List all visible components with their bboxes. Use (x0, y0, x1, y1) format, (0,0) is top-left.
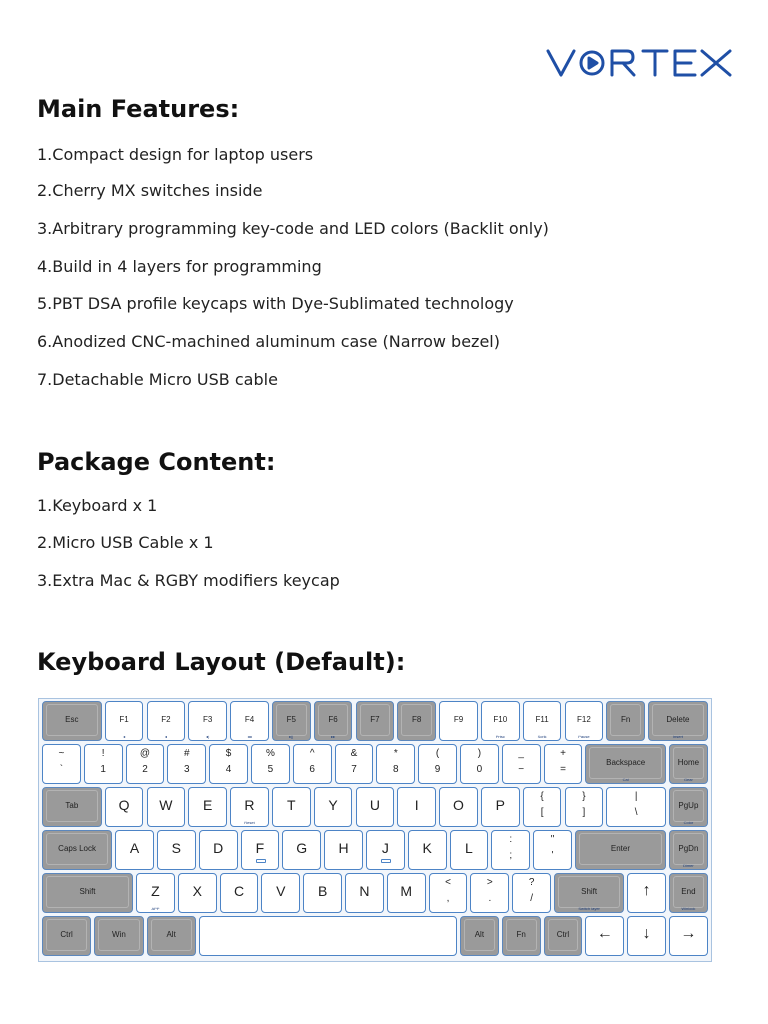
key-y (314, 787, 353, 827)
key-label: Alt (166, 929, 176, 939)
key-shift-symbol: ? (528, 877, 535, 888)
key-label: Shift (79, 886, 96, 896)
key-label: E (203, 797, 213, 813)
key-/ (512, 873, 551, 913)
key-delete (648, 701, 708, 741)
layout-heading: Keyboard Layout (Default): (37, 648, 406, 676)
key-label: H (338, 840, 349, 856)
key-label: Esc (65, 714, 79, 724)
key-label (200, 917, 456, 951)
key-z (136, 873, 175, 913)
homing-bump (256, 859, 266, 863)
key-label: T (287, 797, 296, 813)
key-base-symbol: ' (551, 850, 554, 861)
key-label: PgDn (678, 843, 699, 853)
key-label: V (276, 883, 286, 899)
key-label: Shift (581, 886, 598, 896)
key-m (387, 873, 426, 913)
key-f3 (188, 701, 227, 741)
key-p (481, 787, 520, 827)
key-label: Fn (516, 929, 526, 939)
key-label: Y (328, 797, 338, 813)
key-← (585, 916, 624, 956)
key-fn-legend: Scrlk (537, 734, 547, 739)
package-item-2: 2.Micro USB Cable x 1 (37, 533, 214, 552)
key-label: Fn (621, 714, 631, 724)
key-f11 (523, 701, 562, 741)
key-enter (575, 830, 666, 870)
key-base-symbol: 6 (309, 764, 315, 775)
key-a (115, 830, 154, 870)
key-end (669, 873, 708, 913)
key-label: Delete (666, 714, 690, 724)
key-shift-symbol: * (393, 748, 398, 759)
key-= (544, 744, 583, 784)
key-shift-symbol: ( (435, 748, 440, 759)
package-item-3: 3.Extra Mac & RGBY modifiers keycap (37, 571, 340, 590)
key-fn (502, 916, 541, 956)
key-base-symbol: / (530, 893, 534, 904)
key-shift-symbol: : (509, 834, 513, 845)
key-label: Ctrl (556, 929, 570, 939)
key-f6 (314, 701, 353, 741)
key-label: F8 (412, 714, 422, 724)
key-6 (293, 744, 332, 784)
key-o (439, 787, 478, 827)
key-home (669, 744, 708, 784)
key-label: K (422, 840, 432, 856)
key-label: S (171, 840, 181, 856)
key-4 (209, 744, 248, 784)
key-f4 (230, 701, 269, 741)
key-fn-legend: Insert (672, 734, 683, 739)
key-space (199, 916, 457, 956)
key-label: L (465, 840, 473, 856)
key-7 (335, 744, 374, 784)
key-1 (84, 744, 123, 784)
homing-bump (381, 859, 391, 863)
key-label: ↓ (642, 925, 651, 942)
key-label: D (213, 840, 224, 856)
key-e (188, 787, 227, 827)
key-label: N (359, 883, 370, 899)
key-base-symbol: 4 (225, 764, 232, 775)
key-, (429, 873, 468, 913)
key-x (178, 873, 217, 913)
key-shift-symbol: % (265, 748, 275, 759)
key-n (345, 873, 384, 913)
key-fn-legend: Prtsc (495, 734, 505, 739)
key-label: F12 (577, 714, 591, 724)
feature-item-3: 3.Arbitrary programming key-code and LED colors (Backlit only) (37, 219, 549, 238)
feature-item-5: 5.PBT DSA profile keycaps with Dye-Sublimated technology (37, 294, 514, 313)
key-shift-symbol: + (560, 748, 566, 759)
key-t (272, 787, 311, 827)
key-fn-legend: Dimer (683, 863, 694, 868)
key-8 (376, 744, 415, 784)
key-base-symbol: , (446, 893, 450, 904)
key-label: → (680, 925, 697, 942)
key-label: F6 (328, 714, 338, 724)
key-label: ← (596, 925, 613, 942)
key-q (105, 787, 144, 827)
key-label: Enter (610, 843, 631, 853)
key-base-symbol: [ (540, 807, 544, 818)
key-label: Tab (65, 800, 79, 810)
key-esc (42, 701, 102, 741)
key-label: F (255, 840, 265, 856)
feature-item-6: 6.Anodized CNC-machined aluminum case (Narrow bezel) (37, 332, 500, 351)
key-shift-symbol: # (184, 748, 190, 759)
key-base-symbol: 7 (351, 764, 357, 775)
key-shift-symbol: ) (477, 748, 482, 759)
key-base-symbol: 3 (184, 764, 190, 775)
key-label: F3 (203, 714, 213, 724)
key-fn-legend: ▸▸ (331, 734, 336, 739)
key-shift-symbol: @ (139, 748, 151, 759)
key-label: ↑ (642, 882, 651, 899)
key-f1 (105, 701, 144, 741)
key-label: Ctrl (60, 929, 73, 939)
key-shift-symbol: < (445, 877, 451, 888)
key-\ (606, 787, 666, 827)
key-' (533, 830, 572, 870)
key-shift-symbol: " (550, 834, 555, 845)
key-ctrl (544, 916, 583, 956)
key-↓ (627, 916, 666, 956)
key-f (241, 830, 280, 870)
key-label: F1 (119, 714, 129, 724)
key-fn-legend: Reset (244, 820, 255, 825)
key-fn-legend: Cal (622, 777, 629, 782)
key-fn-legend: ◂◂ (247, 734, 252, 739)
key-r (230, 787, 269, 827)
key-caps-lock (42, 830, 112, 870)
key-↑ (627, 873, 666, 913)
key-u (356, 787, 395, 827)
key-shift-symbol: | (634, 791, 638, 802)
key-shift-symbol: ~ (58, 748, 65, 759)
key-l (450, 830, 489, 870)
key-d (199, 830, 238, 870)
key-f9 (439, 701, 478, 741)
key-alt (460, 916, 499, 956)
key-s (157, 830, 196, 870)
key-backspace (585, 744, 666, 784)
key-fn-legend: Pause (578, 734, 590, 739)
key-label: B (317, 883, 328, 899)
key-pgdn (669, 830, 708, 870)
key-f10 (481, 701, 520, 741)
key-shift-symbol: ^ (309, 748, 315, 759)
key-fn-legend: ▸|| (289, 734, 294, 739)
key-label: G (296, 840, 308, 856)
key-label: J (381, 840, 389, 856)
key-base-symbol: 1 (100, 764, 106, 775)
key-tab (42, 787, 102, 827)
key-pgup (669, 787, 708, 827)
key-shift-symbol: } (582, 791, 586, 802)
key-win (94, 916, 143, 956)
key-label: Backspace (606, 757, 646, 767)
key-g (282, 830, 321, 870)
feature-item-4: 4.Build in 4 layers for programming (37, 257, 322, 276)
key-fn (606, 701, 645, 741)
key-label: Win (111, 929, 126, 939)
key-fn-legend: Winlock (681, 906, 696, 911)
key-label: I (414, 797, 419, 813)
key-label: Z (151, 883, 160, 899)
key-fn-legend: ◂ (164, 734, 167, 739)
key-fn-legend: ◂ (123, 734, 126, 739)
key-ctrl (42, 916, 91, 956)
key-shift (554, 873, 624, 913)
key-label: P (495, 797, 505, 813)
key-label: F5 (286, 714, 296, 724)
key-label: M (400, 883, 413, 899)
key-fn-legend: ◂) (206, 734, 210, 739)
key-base-symbol: 5 (267, 764, 274, 775)
key-label: O (453, 797, 464, 813)
key-w (147, 787, 186, 827)
key-shift-symbol: { (540, 791, 544, 802)
key-base-symbol: ] (582, 807, 586, 818)
key-base-symbol: 2 (142, 764, 148, 775)
key-; (491, 830, 530, 870)
key-shift-symbol: & (350, 748, 358, 759)
key-label: F4 (244, 714, 255, 724)
key-j (366, 830, 405, 870)
package-item-1: 1.Keyboard x 1 (37, 496, 158, 515)
key-label: End (681, 886, 696, 896)
key-shift (42, 873, 133, 913)
key-label: F7 (370, 714, 380, 724)
key-fn-legend: Gear (683, 777, 693, 782)
keyboard-layout-diagram (38, 698, 712, 962)
key-. (470, 873, 509, 913)
key-shift-symbol: $ (225, 748, 232, 759)
key-fn-legend: Switch layer (578, 906, 600, 911)
key-base-symbol: 8 (393, 764, 399, 775)
key-i (397, 787, 436, 827)
key-9 (418, 744, 457, 784)
key-label: X (192, 883, 202, 899)
key-→ (669, 916, 708, 956)
feature-item-7: 7.Detachable Micro USB cable (37, 370, 278, 389)
key-alt (147, 916, 196, 956)
vortex-logo (545, 46, 733, 80)
key-base-symbol: = (560, 764, 566, 775)
key-label: R (244, 797, 255, 813)
key-f7 (356, 701, 395, 741)
feature-item-2: 2.Cherry MX switches inside (37, 181, 263, 200)
key-label: PgUp (678, 800, 699, 810)
key-− (502, 744, 541, 784)
key-2 (126, 744, 165, 784)
key-shift-symbol: ! (101, 748, 105, 759)
key-base-symbol: 9 (434, 764, 441, 775)
key-0 (460, 744, 499, 784)
key-h (324, 830, 363, 870)
features-heading: Main Features: (37, 95, 240, 123)
key-] (565, 787, 604, 827)
key-5 (251, 744, 290, 784)
key-3 (167, 744, 206, 784)
key-label: F2 (161, 714, 171, 724)
key-label: F10 (493, 714, 508, 724)
key-base-symbol: − (518, 764, 525, 775)
key-b (303, 873, 342, 913)
key-v (261, 873, 300, 913)
key-[ (523, 787, 562, 827)
key-c (220, 873, 259, 913)
key-shift-symbol: _ (518, 748, 524, 759)
key-` (42, 744, 81, 784)
key-f5 (272, 701, 311, 741)
key-base-symbol: . (488, 893, 492, 904)
key-base-symbol: ` (59, 764, 64, 775)
key-label: W (159, 797, 173, 813)
key-label: Caps Lock (58, 843, 96, 853)
key-f8 (397, 701, 436, 741)
key-label: F11 (535, 714, 549, 724)
key-shift-symbol: > (486, 877, 493, 888)
key-fn-legend: APP (151, 906, 160, 911)
key-f12 (565, 701, 604, 741)
key-label: Q (118, 797, 130, 813)
key-f2 (147, 701, 186, 741)
key-k (408, 830, 447, 870)
key-label: A (129, 840, 140, 856)
key-label: Alt (474, 929, 485, 939)
key-base-symbol: \ (634, 807, 638, 818)
key-label: C (233, 883, 245, 899)
key-base-symbol: 0 (476, 764, 483, 775)
package-heading: Package Content: (37, 448, 276, 476)
key-label: U (369, 797, 380, 813)
key-base-symbol: ; (509, 850, 513, 861)
key-label: Home (677, 757, 700, 767)
feature-item-1: 1.Compact design for laptop users (37, 145, 314, 164)
key-fn-legend: Color (683, 820, 694, 825)
key-label: F9 (453, 714, 464, 724)
